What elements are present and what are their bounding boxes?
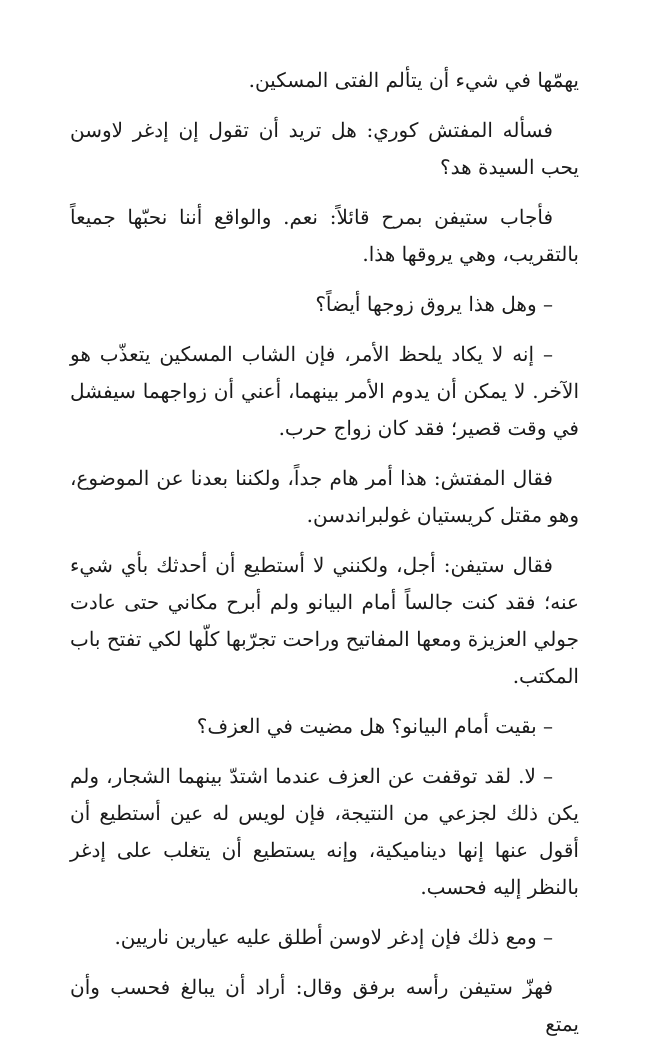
paragraph-8: – بقيت أمام البيانو؟ هل مضيت في العزف؟ xyxy=(196,714,553,738)
paragraph-10: – ومع ذلك فإن إدغر لاوسن أطلق عليه عيارين ناريين. xyxy=(114,925,553,949)
paragraph-3: فأجاب ستيفن بمرح قائلاً: نعم. والواقع أننا نحبّها جميعاً بالتقريب، وهي يروقها هذا. xyxy=(70,205,579,266)
paragraph-7: فقال ستيفن: أجل، ولكنني لا أستطيع أن أحدثك بأي شيء عنه؛ فقد كنت جالساً أمام البيانو ولم أبرح مكاني حتى عادت جولي العزيزة ومعها المفاتيح وراحت تجرّبها كلّها لكي تفتح باب المكتب. xyxy=(69,553,579,688)
paragraph-2: فسأله المفتش كوري: هل تريد أن تقول إن إدغر لاوسن يحب السيدة هد؟ xyxy=(70,118,579,179)
paragraph-6: فقال المفتش: هذا أمر هام جداً، ولكننا بعدنا عن الموضوع، وهو مقتل كريستيان غولبراندسن. xyxy=(70,466,579,527)
paragraph-5: – إنه لا يكاد يلحظ الأمر، فإن الشاب المسكين يتعذّب هو الآخر. لا يمكن أن يدوم الأمر بينهما، أعني أن زواجهما سيفشل في وقت قصير؛ فقد كان زواج حرب. xyxy=(70,342,579,440)
paragraph-9: – لا. لقد توقفت عن العزف عندما اشتدّ بينهما الشجار، ولم يكن ذلك لجزعي من النتيجة، فإن لويس له عين أستطيع أن أقول عنها إنها ديناميكية، وإنه يستطيع أن يتغلب على إدغر بالنظر إليه فحسب. xyxy=(70,764,579,899)
paragraph-4: – وهل هذا يروق زوجها أيضاً؟ xyxy=(315,292,553,316)
paragraph-11: فهزّ ستيفن رأسه برفق وقال: أراد أن يبالغ فحسب وأن يمتع xyxy=(70,975,579,1036)
paragraph-1: يهمّها في شيء أن يتألم الفتى المسكين. xyxy=(248,68,579,92)
